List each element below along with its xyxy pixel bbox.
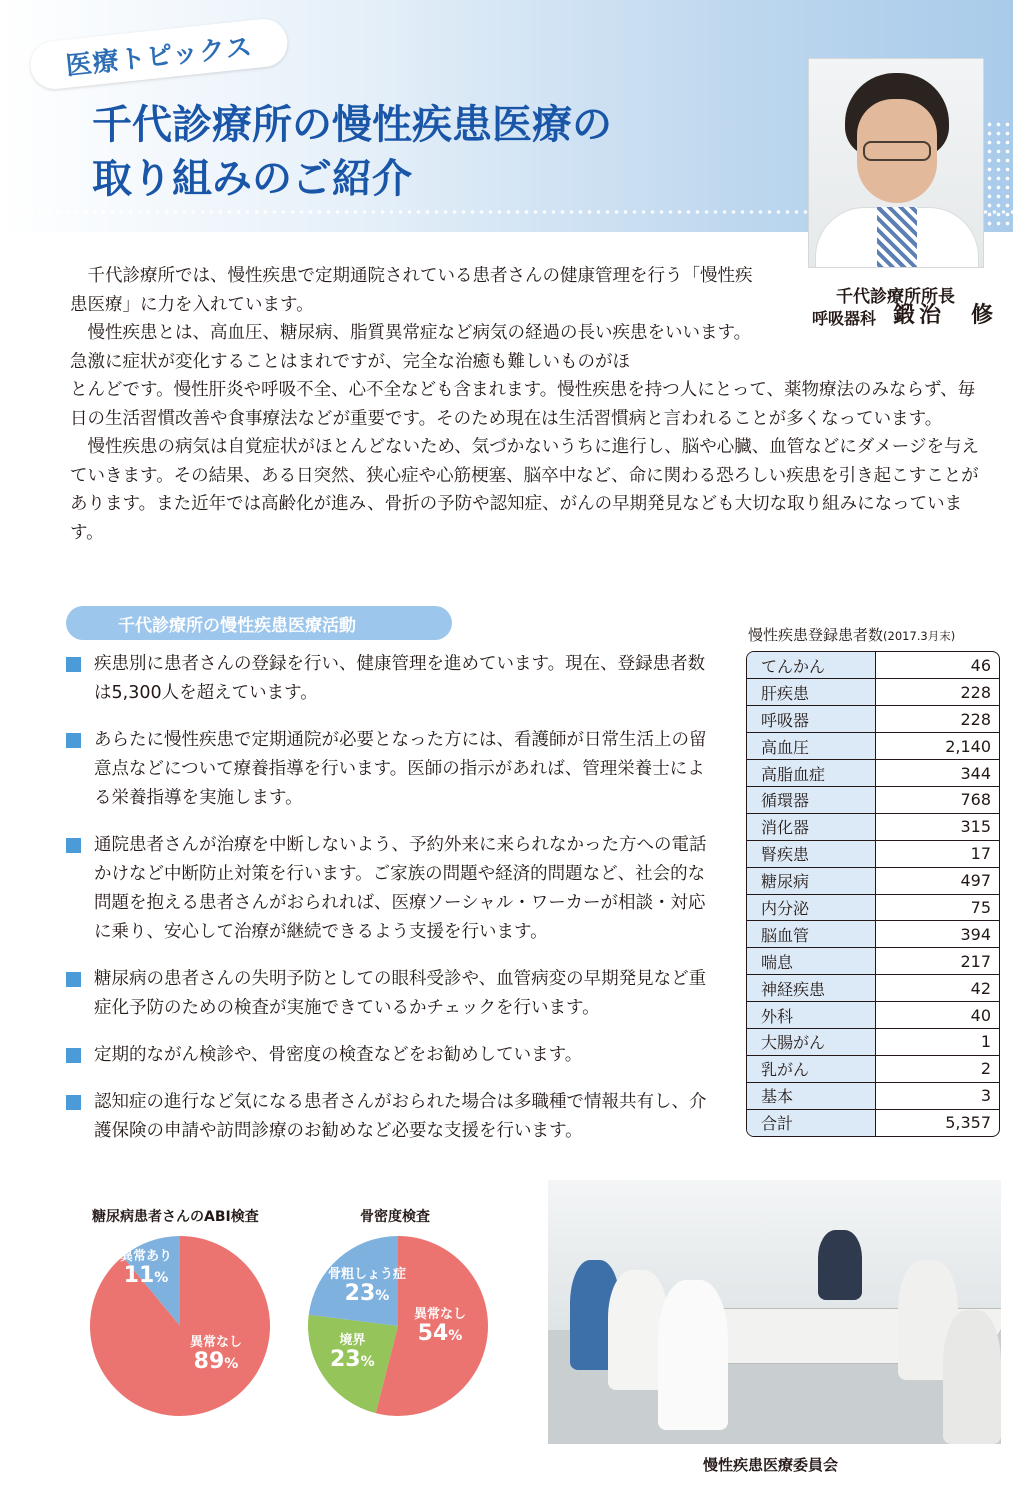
table-row bbox=[747, 1055, 999, 1082]
table-row bbox=[747, 1002, 999, 1029]
table-cell-value: 315 bbox=[875, 813, 999, 840]
section-heading: 千代診療所の慢性疾患医療活動 bbox=[66, 606, 452, 640]
table-row bbox=[747, 975, 999, 1002]
intro-paragraph-1: 千代診療所では、慢性疾患で定期通院されている患者さんの健康管理を行う「慢性疾患医療」に力を入れています。 bbox=[70, 266, 753, 315]
table-row bbox=[747, 840, 999, 867]
table-row bbox=[747, 1082, 999, 1109]
page-title bbox=[92, 98, 792, 206]
committee-photo bbox=[548, 1180, 1001, 1444]
table-cell-label: 糖尿病 bbox=[747, 867, 875, 894]
table-cell-label: 腎疾患 bbox=[747, 840, 875, 867]
table-cell-label: 消化器 bbox=[747, 813, 875, 840]
pie-chart-abi bbox=[88, 1234, 272, 1418]
pie-slice bbox=[90, 1236, 270, 1416]
table-cell-value: 228 bbox=[875, 706, 999, 733]
list-item: 疾患別に患者さんの登録を行い、健康管理を進めています。現在、登録患者数は5,300人を超えています。 bbox=[66, 650, 712, 708]
table-row bbox=[747, 706, 999, 733]
list-item: 認知症の進行など気になる患者さんがおられた場合は多職種で情報共有し、介護保険の申請や訪問診療のお勧めなど必要な支援を行います。 bbox=[66, 1088, 712, 1146]
pie-label-abi-abnormal: 異常あり 11% bbox=[120, 1249, 173, 1289]
table-cell-label: 呼吸器 bbox=[747, 706, 875, 733]
doctor-portrait bbox=[808, 58, 984, 268]
pie-chart-title-abi: 糖尿病患者さんのABI検査 bbox=[92, 1209, 259, 1225]
intro-paragraph-2a: 慢性疾患とは、高血圧、糖尿病、脂質異常症など病気の経過の長い疾患をいいます。急激に症状が変化することはまれですが、完全な治癒も難しいものがほ bbox=[70, 323, 752, 372]
doctor-name: 鍛治 修 bbox=[893, 303, 998, 328]
table-cell-value: 46 bbox=[875, 652, 999, 679]
table-cell-value: 2 bbox=[875, 1055, 999, 1082]
table-row bbox=[747, 679, 999, 706]
list-item: あらたに慢性疾患で定期通院が必要となった方には、看護師が日常生活上の留意点などについて療養指導を行います。医師の指示があれば、管理栄養士による栄養指導を実施します。 bbox=[66, 726, 712, 813]
table-cell-label: 喘息 bbox=[747, 948, 875, 975]
table-cell-value: 17 bbox=[875, 840, 999, 867]
table-cell-value: 228 bbox=[875, 679, 999, 706]
table-cell-label: 脳血管 bbox=[747, 921, 875, 948]
table-row bbox=[747, 733, 999, 760]
bullet-square-icon bbox=[66, 733, 81, 748]
table-row bbox=[747, 867, 999, 894]
table-cell-label: 合計 bbox=[747, 1109, 875, 1136]
pie-chart-title-bone: 骨密度検査 bbox=[360, 1209, 430, 1225]
intro-paragraph-2b: とんどです。慢性肝炎や呼吸不全、心不全なども含まれます。慢性疾患を持つ人にとって、薬物療法のみならず、毎日の生活習慣改善や食事療法などが重要です。そのため現在は生活習慣病と言われることが多くなっています。 bbox=[70, 380, 976, 429]
table-cell-label: 高脂血症 bbox=[747, 760, 875, 787]
table-cell-value: 75 bbox=[875, 894, 999, 921]
table-cell-label: 外科 bbox=[747, 1002, 875, 1029]
table-row bbox=[747, 652, 999, 679]
list-item: 糖尿病の患者さんの失明予防としての眼科受診や、血管病変の早期発見など重症化予防のための検査が実施できているかチェックを行います。 bbox=[66, 965, 712, 1023]
title-line-1: 千代診療所の慢性疾患医療の bbox=[92, 101, 612, 148]
table-cell-value: 497 bbox=[875, 867, 999, 894]
table-row bbox=[747, 894, 999, 921]
bullet-square-icon bbox=[66, 1095, 81, 1110]
table-cell-label: 内分泌 bbox=[747, 894, 875, 921]
bullet-square-icon bbox=[66, 972, 81, 987]
title-line-2: 取り組みのご紹介 bbox=[92, 155, 412, 202]
table-row bbox=[747, 948, 999, 975]
pie-label-bone-border: 境界 23% bbox=[330, 1333, 375, 1373]
table-cell-label: 肝疾患 bbox=[747, 679, 875, 706]
pie-label-bone-normal: 異常なし 54% bbox=[414, 1307, 467, 1347]
doctor-role: 千代診療所所長 bbox=[836, 287, 955, 307]
stats-table bbox=[746, 651, 1000, 1137]
pie-label-abi-normal: 異常なし 89% bbox=[190, 1335, 243, 1375]
table-cell-value: 1 bbox=[875, 1028, 999, 1055]
stats-table-title: 慢性疾患登録患者数(2017.3月末) bbox=[748, 626, 956, 644]
table-cell-value: 768 bbox=[875, 786, 999, 813]
table-cell-value: 5,357 bbox=[945, 1113, 991, 1133]
bullet-square-icon bbox=[66, 657, 81, 672]
table-cell-label: 乳がん bbox=[747, 1055, 875, 1082]
table-row bbox=[747, 786, 999, 813]
table-cell-value: 394 bbox=[875, 921, 999, 948]
pie-label-bone-osteoporosis: 骨粗しょう症 23% bbox=[328, 1267, 407, 1307]
list-item: 通院患者さんが治療を中断しないよう、予約外来に来られなかった方への電話かけなど中断防止対策を行います。ご家族の問題や経済的問題など、社会的な問題を抱える患者さんがおられれば、医療ソーシャル・ワーカーが相談・対応に乗り、安心して治療が継続できるよう支援を行います。 bbox=[66, 831, 712, 947]
table-cell-label: 高血圧 bbox=[747, 733, 875, 760]
table-row bbox=[747, 760, 999, 787]
intro-paragraph-3: 慢性疾患の病気は自覚症状がほとんどないため、気づかないうちに進行し、脳や心臓、血管などにダメージを与えていきます。その結果、ある日突然、狭心症や心筋梗塞、脳卒中など、命に関わる恐ろしい疾患を引き起こすことがあります。また近年では高齢化が進み、骨折の予防や認知症、がんの早期発見なども大切な取り組みになっています。 bbox=[70, 437, 979, 543]
bullet-square-icon bbox=[66, 838, 81, 853]
header-dot-pattern-side bbox=[985, 120, 1013, 230]
table-row bbox=[747, 921, 999, 948]
stats-table-note: (2017.3月末) bbox=[883, 629, 956, 643]
intro-text bbox=[70, 262, 982, 547]
topic-badge: 医療トピックス bbox=[28, 17, 290, 92]
table-cell-label: てんかん bbox=[747, 652, 875, 679]
table-cell-label: 大腸がん bbox=[747, 1028, 875, 1055]
table-cell-value: 40 bbox=[875, 1002, 999, 1029]
list-item: 定期的ながん検診や、骨密度の検査などをお勧めしています。 bbox=[66, 1041, 712, 1070]
table-cell-value: 3 bbox=[875, 1082, 999, 1109]
table-row bbox=[747, 1028, 999, 1055]
activity-list bbox=[66, 650, 712, 1164]
doctor-dept: 呼吸器科 bbox=[812, 309, 877, 328]
table-cell-value: 217 bbox=[875, 948, 999, 975]
table-row bbox=[747, 813, 999, 840]
table-row bbox=[747, 1109, 999, 1136]
photo-caption: 慢性疾患医療委員会 bbox=[703, 1456, 839, 1474]
table-cell-value: 42 bbox=[875, 975, 999, 1002]
table-cell-value: 344 bbox=[875, 760, 999, 787]
bullet-square-icon bbox=[66, 1048, 81, 1063]
table-cell-label: 循環器 bbox=[747, 786, 875, 813]
table-cell-value: 2,140 bbox=[875, 733, 999, 760]
table-cell-label: 神経疾患 bbox=[747, 975, 875, 1002]
table-cell-label: 基本 bbox=[747, 1082, 875, 1109]
